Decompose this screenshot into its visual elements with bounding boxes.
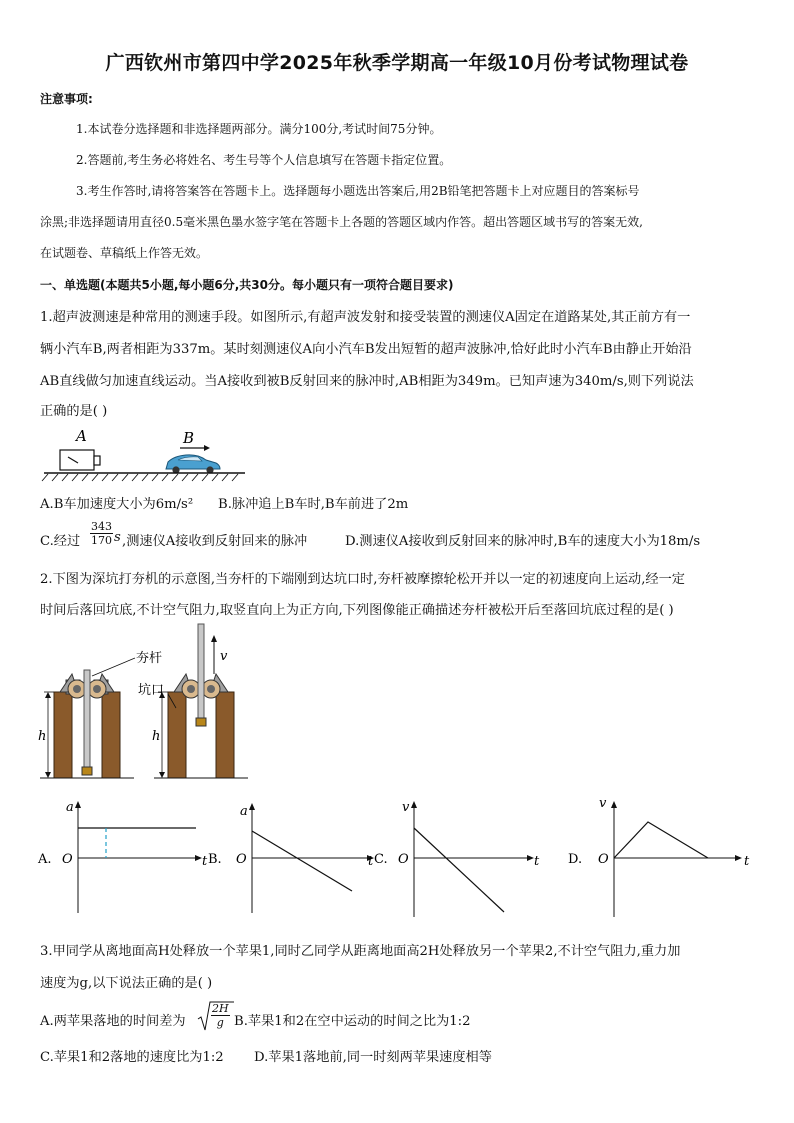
fraction-numerator: 2H <box>212 1002 229 1015</box>
graph-d-option-label: D. <box>568 852 583 867</box>
q1-option-c-pre: C.经过 <box>40 534 81 549</box>
graph-b-curve <box>252 831 352 891</box>
q1-option-d: D.测速仪A接收到反射回来的脉冲时,B车的速度大小为18m/s <box>345 534 701 549</box>
q1-option-a: A.B车加速度大小为6m/s² <box>40 497 194 512</box>
graph-a <box>37 800 208 913</box>
fraction-numerator: 343 <box>91 520 112 533</box>
q1-option-c-post: ,测速仪A接收到反射回来的脉冲 <box>122 534 308 549</box>
notice-item-3-line1: 3.考生作答时,请将答案答在答题卡上。选择题每小题选出答案后,用2B铅笔把答题卡上对应题目的答案标号 <box>76 184 640 198</box>
graph-c-origin: O <box>398 852 409 867</box>
fraction-denominator: 170 <box>91 534 112 547</box>
q2-line2: 时间后落回坑底,不计空气阻力,取竖直向上为正方向,下列图像能正确描述夯杆被松开后至落回坑底过程的是( ) <box>40 603 674 618</box>
notice-item-3-line3: 在试题卷、草稿纸上作答无效。 <box>40 246 209 260</box>
label-h-left: h <box>38 729 47 744</box>
graph-d-curve <box>614 822 708 858</box>
graph-b-origin: O <box>236 852 247 867</box>
label-rod: 夯杆 <box>136 651 163 666</box>
graph-d-origin: O <box>598 852 609 867</box>
label-v: v <box>220 649 228 664</box>
graph-b-t-label: t <box>368 854 374 869</box>
notice-item-2: 2.答题前,考生务必将姓名、考生号等个人信息填写在答题卡指定位置。 <box>76 153 452 167</box>
graph-a-option-label: A. <box>38 852 52 867</box>
q3-option-b: B.苹果1和2在空中运动的时间之比为1:2 <box>234 1014 471 1029</box>
machine-left <box>38 670 134 778</box>
q1-figure <box>40 426 250 486</box>
machine-right <box>152 624 248 778</box>
graph-c-t-label: t <box>534 854 540 869</box>
fraction-denominator: g <box>216 1016 224 1029</box>
graph-c-y-label: v <box>402 800 410 815</box>
q3-option-c: C.苹果1和2落地的速度比为1:2 <box>40 1050 224 1065</box>
graph-c <box>374 800 540 917</box>
q1-option-c-fraction <box>90 520 113 547</box>
label-h-right: h <box>152 729 161 744</box>
graph-d-t-label: t <box>744 854 750 869</box>
page-title: 广西钦州市第四中学2025年秋季学期高一年级10月份考试物理试卷 <box>105 52 689 74</box>
graph-b <box>208 803 374 913</box>
q1-option-c-unit: s <box>114 530 121 545</box>
q3-line1: 3.甲同学从离地面高H处释放一个苹果1,同时乙同学从距离地面高2H处释放另一个苹果2,不计空气阻力,重力加 <box>40 944 681 959</box>
label-a: A <box>76 427 87 445</box>
notice-heading: 注意事项: <box>40 92 93 106</box>
label-b: B <box>183 429 195 447</box>
graph-b-option-label: B. <box>208 852 222 867</box>
graph-d <box>568 796 750 917</box>
q1-line2: 辆小汽车B,两者相距为337m。某时刻测速仪A向小汽车B发出短暂的超声波脉冲,恰好此时小汽车B由静止开始沿 <box>40 342 692 357</box>
section-heading: 一、单选题(本题共5小题,每小题6分,共30分。每小题只有一项符合题目要求) <box>40 278 454 292</box>
q2-option-graphs <box>0 795 794 920</box>
q1-line1: 1.超声波测速是种常用的测速手段。如图所示,有超声波发射和接受装置的测速仪A固定在道路某处,其正前方有一 <box>40 310 691 325</box>
graph-a-origin: O <box>62 852 73 867</box>
graph-a-y-label: a <box>66 800 74 815</box>
q3-option-a-fraction <box>211 1002 230 1029</box>
q3-line2: 速度为g,以下说法正确的是( ) <box>40 976 213 991</box>
notice-item-3-line2: 涂黑;非选择题请用直径0.5毫米黑色墨水签字笔在答题卡上各题的答题区域内作答。超出答题区域书写的答案无效, <box>40 215 643 229</box>
graph-d-y-label: v <box>599 796 607 811</box>
q3-option-d: D.苹果1落地前,同一时刻两苹果速度相等 <box>254 1050 492 1065</box>
q1-option-b: B.脉冲追上B车时,B车前进了2m <box>218 497 409 512</box>
q3-option-a-pre: A.两苹果落地的时间差为 <box>40 1014 186 1029</box>
graph-c-option-label: C. <box>374 852 388 867</box>
q2-machine-figure <box>36 622 266 782</box>
graph-b-y-label: a <box>240 804 248 819</box>
q1-line4: 正确的是( ) <box>40 404 108 419</box>
notice-item-1: 1.本试卷分选择题和非选择题两部分。满分100分,考试时间75分钟。 <box>76 122 442 136</box>
graph-a-t-label: t <box>202 854 208 869</box>
q2-line1: 2.下图为深坑打夯机的示意图,当夯杆的下端刚到达坑口时,夯杆被摩擦轮松开并以一定的初速度向上运动,经一定 <box>40 572 685 587</box>
label-pit: 坑口 <box>138 683 165 698</box>
graph-c-curve <box>414 828 504 912</box>
q1-line3: AB直线做匀加速直线运动。当A接收到被B反射回来的脉冲时,AB相距为349m。已知声速为340m/s,则下列说法 <box>40 374 694 389</box>
